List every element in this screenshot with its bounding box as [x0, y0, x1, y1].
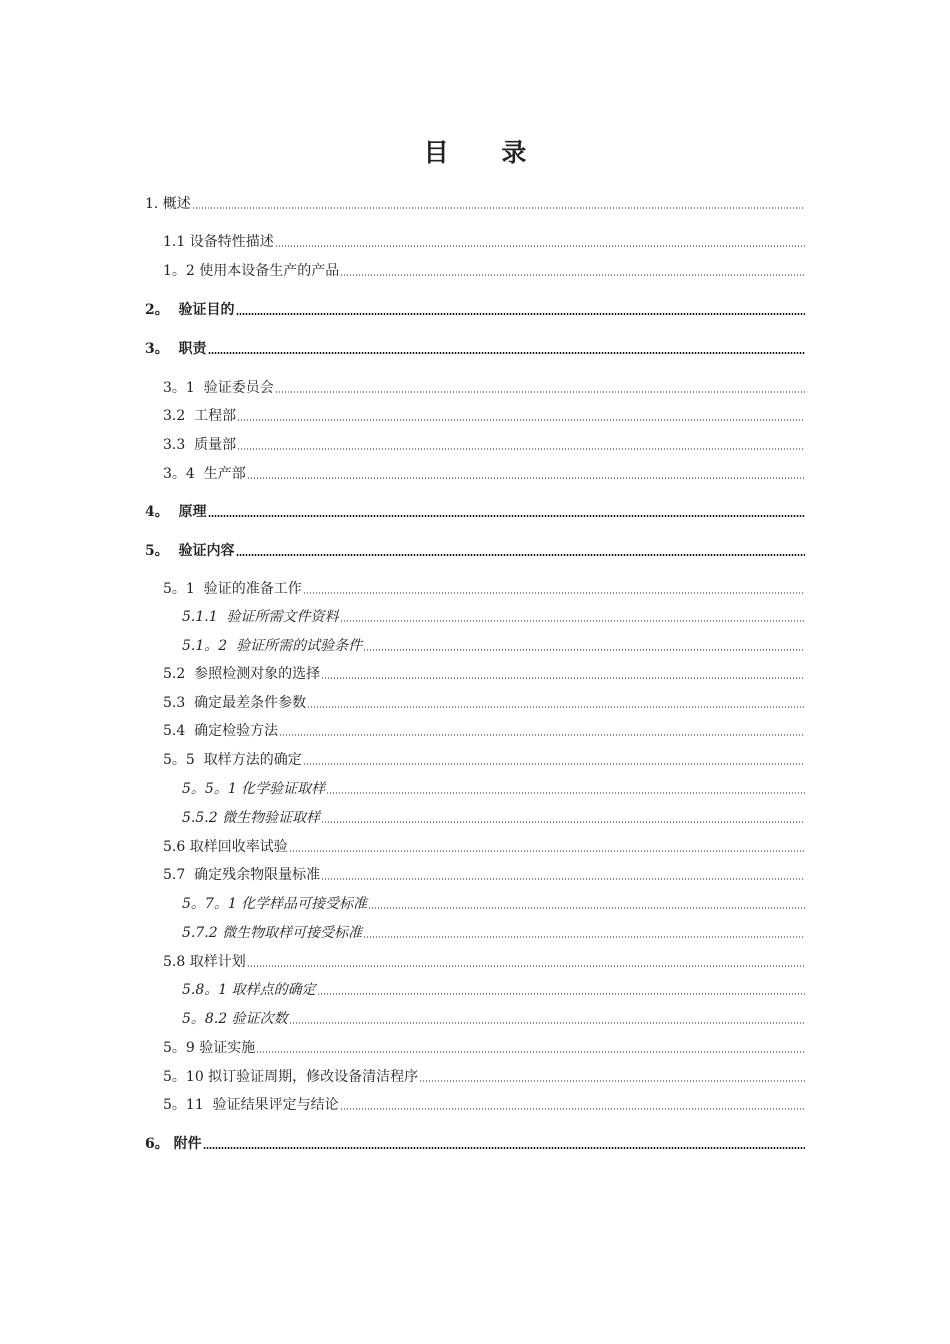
toc-entry-label: 5.3 确定最差条件参数	[163, 695, 307, 711]
dot-leader	[340, 273, 805, 277]
dot-leader	[340, 1107, 805, 1111]
toc-entry-label: 5.7.2 微生物取样可接受标准	[182, 925, 363, 941]
dot-leader	[289, 1021, 805, 1025]
toc-entry-label: 6。 附件	[145, 1136, 202, 1152]
dot-leader	[289, 849, 805, 853]
toc-entry[interactable]	[145, 1133, 805, 1153]
toc-entry[interactable]	[182, 807, 805, 827]
toc-entry-label: 5。8.2 验证次数	[182, 1011, 288, 1027]
toc-entry[interactable]	[163, 951, 805, 971]
toc-entry[interactable]	[182, 922, 805, 942]
toc-entry-label: 5。5 取样方法的确定	[163, 752, 302, 768]
dot-leader	[208, 351, 806, 355]
toc-entry[interactable]	[163, 720, 805, 740]
toc-entry[interactable]	[163, 692, 805, 712]
dot-leader	[256, 1050, 805, 1054]
dot-leader	[340, 619, 805, 623]
dot-leader	[303, 591, 805, 595]
toc-entry-label: 1.1 设备特性描述	[163, 234, 274, 250]
toc-entry-label: 5.4 确定检验方法	[163, 723, 279, 739]
dot-leader	[321, 877, 805, 881]
toc-entry-label: 5。11 验证结果评定与结论	[163, 1097, 339, 1113]
dot-leader	[279, 733, 805, 737]
toc-entry[interactable]	[163, 663, 805, 683]
toc-entry[interactable]	[163, 463, 805, 483]
dot-leader	[363, 935, 805, 939]
toc-entry[interactable]	[163, 578, 805, 598]
dot-leader	[203, 1146, 805, 1150]
dot-leader	[317, 992, 805, 996]
dot-leader	[237, 418, 805, 422]
dot-leader	[208, 514, 806, 518]
toc-entry[interactable]	[182, 1008, 805, 1028]
toc-entry-label: 5。10 拟订验证周期，修改设备清洁程序	[163, 1069, 419, 1085]
dot-leader	[275, 390, 805, 394]
toc-entry[interactable]	[163, 405, 805, 425]
toc-entry[interactable]	[145, 193, 805, 213]
toc-entry[interactable]	[182, 635, 805, 655]
dot-leader	[321, 676, 805, 680]
dot-leader	[368, 906, 805, 910]
toc-entry[interactable]	[182, 606, 805, 626]
toc-entry[interactable]	[163, 377, 805, 397]
toc-entry-label: 1. 概述	[145, 196, 191, 212]
toc-entry-label: 5.2 参照检测对象的选择	[163, 666, 321, 682]
toc-entry-label: 5。1 验证的准备工作	[163, 581, 302, 597]
toc-entry[interactable]	[145, 540, 805, 560]
dot-leader	[236, 553, 806, 557]
toc-entry-label: 4。 原理	[145, 504, 207, 520]
toc-entry-label: 3。1 验证委员会	[163, 380, 274, 396]
dot-leader	[236, 312, 806, 316]
toc-entry[interactable]	[163, 434, 805, 454]
toc-entry[interactable]	[163, 1094, 805, 1114]
dot-leader	[307, 705, 805, 709]
toc-entry[interactable]	[182, 778, 805, 798]
toc-entry[interactable]	[163, 231, 805, 251]
toc-entry-label: 5。7。1 化学样品可接受标准	[182, 896, 368, 912]
toc-entry-label: 5。5。1 化学验证取样	[182, 781, 326, 797]
toc-entry-label: 3。 职责	[145, 341, 207, 357]
toc-entry-label: 3.3 质量部	[163, 437, 237, 453]
toc-entry-label: 5.6 取样回收率试验	[163, 839, 288, 855]
toc-entry-label: 5.5.2 微生物验证取样	[182, 810, 321, 826]
toc-entry[interactable]	[163, 1066, 805, 1086]
toc-entry[interactable]	[163, 836, 805, 856]
dot-leader	[303, 762, 805, 766]
toc-entry[interactable]	[182, 979, 805, 999]
page-title: 目 录	[423, 138, 549, 167]
dot-leader	[247, 476, 805, 480]
dot-leader	[321, 820, 805, 824]
toc-entry-label: 3.2 工程部	[163, 408, 237, 424]
toc-entry-label: 2。 验证目的	[145, 302, 235, 318]
dot-leader	[363, 648, 805, 652]
toc-entry[interactable]	[163, 1037, 805, 1057]
dot-leader	[192, 206, 805, 210]
toc-entry-label: 5.7 确定残余物限量标准	[163, 867, 321, 883]
dot-leader	[326, 791, 805, 795]
toc-entry-label: 5。 验证内容	[145, 543, 235, 559]
toc-entry[interactable]	[145, 299, 805, 319]
dot-leader	[275, 244, 805, 248]
toc-entry[interactable]	[163, 260, 805, 280]
toc-entry-label: 5.8。1 取样点的确定	[182, 982, 316, 998]
toc-entry-label: 3。4 生产部	[163, 466, 246, 482]
dot-leader	[247, 964, 805, 968]
toc-entry[interactable]	[163, 749, 805, 769]
toc-entry-label: 1。2 使用本设备生产的产品	[163, 263, 340, 279]
toc-entry-label: 5。9 验证实施	[163, 1040, 256, 1056]
dot-leader	[419, 1079, 805, 1083]
toc-entry[interactable]	[145, 338, 805, 358]
dot-leader	[237, 447, 805, 451]
toc-entry-label: 5.1.1 验证所需文件资料	[182, 609, 339, 625]
toc-entry-label: 5.8 取样计划	[163, 954, 246, 970]
toc-entry-label: 5.1。2 验证所需的试验条件	[182, 638, 363, 654]
toc-entry[interactable]	[145, 501, 805, 521]
toc-entry[interactable]	[163, 864, 805, 884]
toc-entry[interactable]	[182, 893, 805, 913]
